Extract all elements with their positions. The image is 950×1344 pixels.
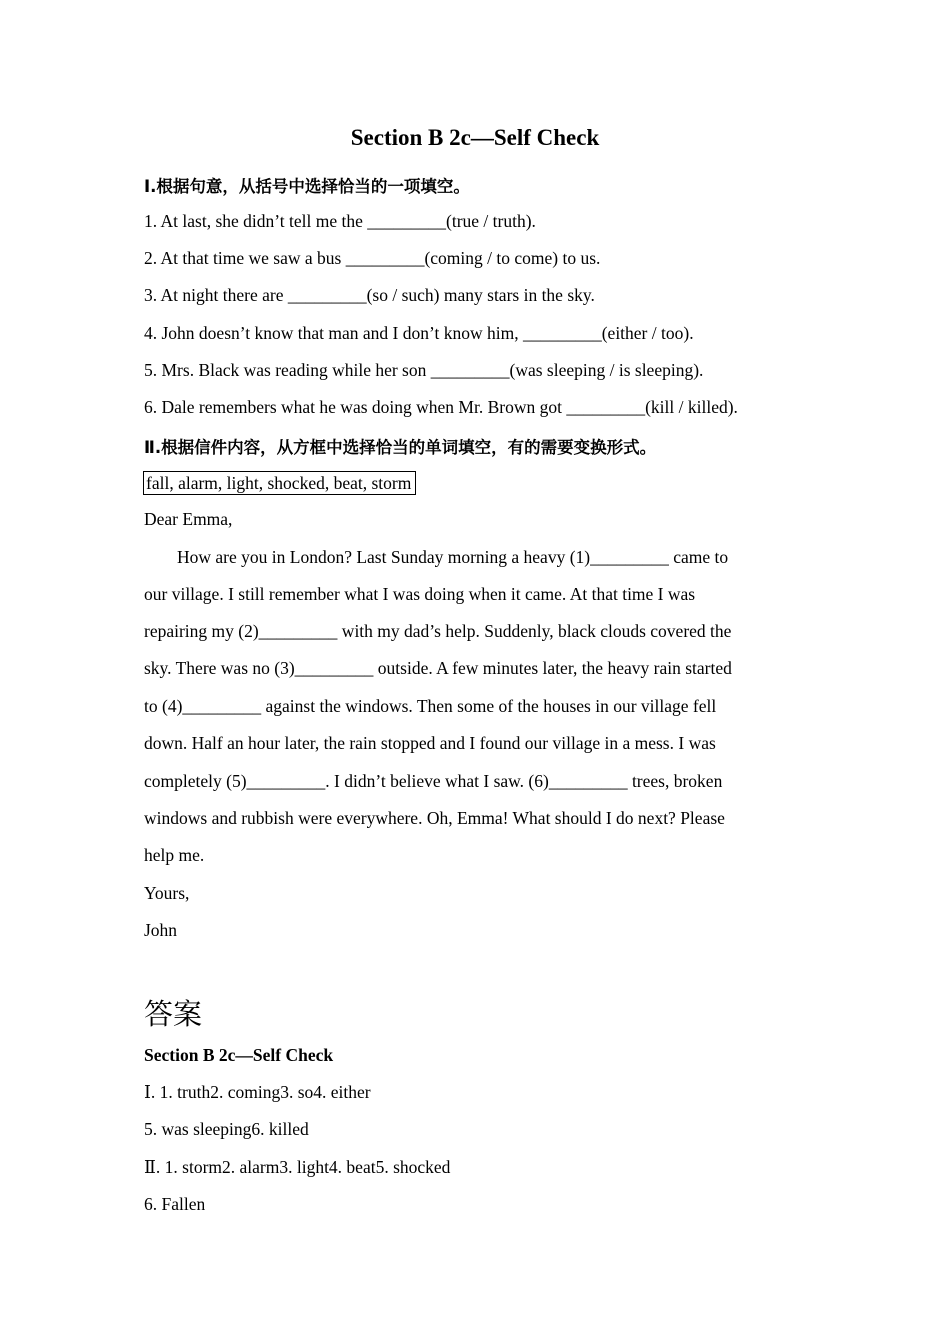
answer-line: Ⅱ. 1. storm2. alarm3. light4. beat5. shocked <box>144 1157 451 1177</box>
answer-line: 6. Fallen <box>144 1194 206 1214</box>
part1-heading: Ⅰ.根据句意，从括号中选择恰当的一项填空。 <box>144 177 470 196</box>
question-3: 3. At night there are _________(so / such) many stars in the sky. <box>144 285 595 305</box>
question-5: 5. Mrs. Black was reading while her son _________(was sleeping / is sleeping). <box>144 360 704 380</box>
question-2: 2. At that time we saw a bus _________(coming / to come) to us. <box>144 248 601 268</box>
letter-line: help me. <box>144 845 205 865</box>
answer-line: Ⅰ. 1. truth2. coming3. so4. either <box>144 1082 371 1102</box>
document-title: Section B 2c—Self Check <box>350 125 600 150</box>
part2-heading: Ⅱ.根据信件内容，从方框中选择恰当的单词填空，有的需要变换形式。 <box>144 438 657 457</box>
letter-line: sky. There was no (3)_________ outside. A few minutes later, the heavy rain started <box>144 658 732 678</box>
letter-closing: Yours, <box>144 883 190 903</box>
letter-line: windows and rubbish were everywhere. Oh, Emma! What should I do next? Please <box>144 808 725 828</box>
letter-line: down. Half an hour later, the rain stopped and I found our village in a mess. I was <box>144 733 716 753</box>
letter-line: repairing my (2)_________ with my dad’s help. Suddenly, black clouds covered the <box>144 621 732 641</box>
answer-line: 5. was sleeping6. killed <box>144 1119 309 1139</box>
letter-line: completely (5)_________. I didn’t believe what I saw. (6)_________ trees, broken <box>144 771 723 791</box>
letter-line: our village. I still remember what I was doing when it came. At that time I was <box>144 584 696 604</box>
letter-greeting: Dear Emma, <box>144 509 233 529</box>
letter-line: How are you in London? Last Sunday morning a heavy (1)_________ came to <box>177 547 729 567</box>
question-6: 6. Dale remembers what he was doing when Mr. Brown got _________(kill / killed). <box>144 397 738 417</box>
answers-subtitle: Section B 2c—Self Check <box>144 1045 334 1065</box>
question-1: 1. At last, she didn’t tell me the _________(true / truth). <box>144 211 536 231</box>
answers-heading: 答案 <box>144 997 203 1031</box>
letter-signature: John <box>144 920 178 940</box>
question-4: 4. John doesn’t know that man and I don’t know him, _________(either / too). <box>144 323 694 343</box>
letter-line: to (4)_________ against the windows. Then some of the houses in our village fell <box>144 696 717 716</box>
word-box: fall, alarm, light, shocked, beat, storm <box>143 471 416 495</box>
